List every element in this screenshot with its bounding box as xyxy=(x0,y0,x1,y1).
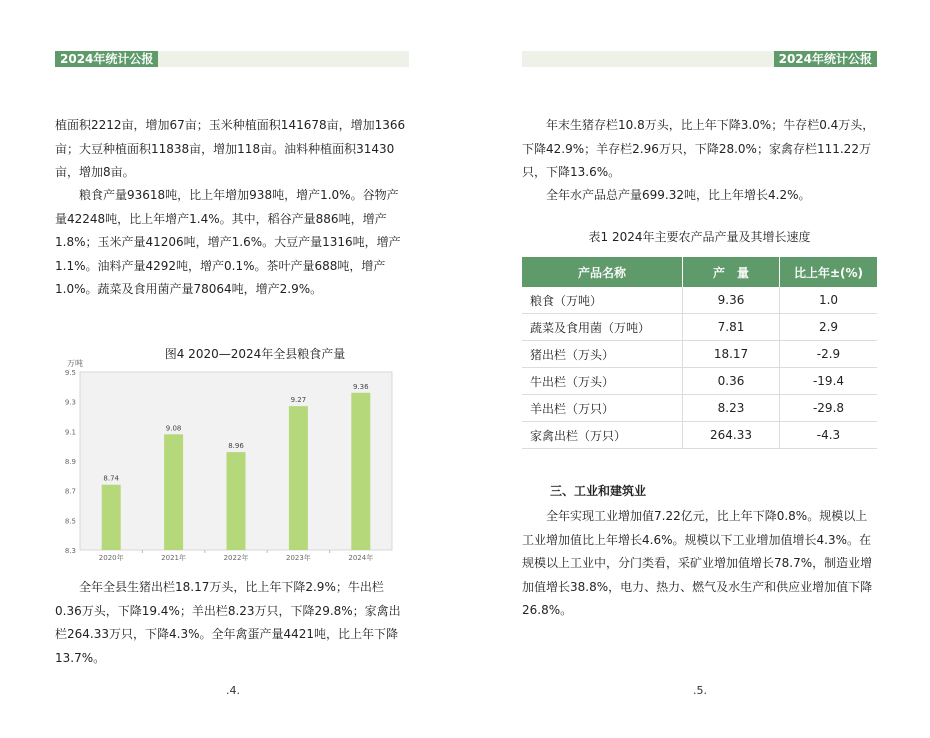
header-tag: 2024年统计公报 xyxy=(774,51,877,67)
x-tick-label: 2021年 xyxy=(161,554,187,562)
table-cell-growth: 2.9 xyxy=(780,314,878,341)
section-title-industry: 三、工业和建筑业 xyxy=(550,484,647,498)
page-number: .4. xyxy=(226,684,240,697)
table-header-row xyxy=(522,257,877,287)
x-tick-label: 2023年 xyxy=(285,554,311,562)
bar-value-label: 8.96 xyxy=(228,442,244,451)
header-tag: 2024年统计公报 xyxy=(55,51,158,67)
table-cell-product: 羊出栏（万只） xyxy=(522,395,683,422)
table-cell-growth: -29.8 xyxy=(780,395,878,422)
table-cell-output: 18.17 xyxy=(683,341,780,368)
table-cell-product: 粮食（万吨） xyxy=(522,287,683,314)
column-header-product: 产品名称 xyxy=(522,257,683,287)
paragraph-grain-output: 粮食产量93618吨，比上年增加938吨，增产1.0%。谷物产量42248吨，比上年增产1.4%。其中，稻谷产量886吨，增产1.8%；玉米产量41206吨，增产1.6%。大豆产量1316吨，增产1.1%。油料产量4292吨，增产0.1%。茶叶产量688吨，增产1.0%。蔬菜及食用菌产量78064吨，增产2.9%。 xyxy=(55,188,401,296)
table-row xyxy=(522,395,877,422)
paragraph-planting-area: 植面积2212亩，增加67亩；玉米种植面积141678亩，增加1366亩；大豆种植面积11838亩，增加118亩。油料种植面积31430亩，增加8亩。 xyxy=(55,118,406,179)
table-cell-output: 264.33 xyxy=(683,422,780,449)
column-header-output: 产 量 xyxy=(683,257,780,287)
table-cell-product: 猪出栏（万头） xyxy=(522,341,683,368)
x-tick-label: 2022年 xyxy=(223,554,249,562)
table-cell-output: 7.81 xyxy=(683,314,780,341)
bar-2021年 xyxy=(164,434,183,550)
table-cell-output: 0.36 xyxy=(683,368,780,395)
bar-2024年 xyxy=(351,393,370,550)
table-cell-output: 8.23 xyxy=(683,395,780,422)
table-row xyxy=(522,341,877,368)
table-cell-product: 家禽出栏（万只） xyxy=(522,422,683,449)
chart-title: 图4 2020—2024年全县粮食产量 xyxy=(164,347,346,361)
table-row xyxy=(522,314,877,341)
y-tick-label: 9.3 xyxy=(64,398,76,407)
chart-y-axis-unit: 万吨 xyxy=(67,359,83,368)
bar-2023年 xyxy=(289,406,308,550)
table-cell-growth: -19.4 xyxy=(780,368,878,395)
y-tick-label: 8.9 xyxy=(64,458,76,466)
paragraph-livestock: 全年全县生猪出栏18.17万头，比上年下降2.9%；牛出栏0.36万头，下降19.4%；羊出栏8.23万只，下降29.8%；家禽出栏264.33万只，下降4.3%。全年禽蛋产量4421吨，比上年下降13.7%。 xyxy=(55,580,401,665)
page-number: .5. xyxy=(693,684,707,697)
table-row xyxy=(522,368,877,395)
bar-2020年 xyxy=(102,485,121,550)
paragraph-inventory: 年末生猪存栏10.8万头，比上年下降3.0%；牛存栏0.4万头，下降42.9%；羊存栏2.96万只，下降28.0%；家禽存栏111.22万只，下降13.6%。 xyxy=(522,118,875,179)
table-row xyxy=(522,287,877,314)
y-tick-label: 8.3 xyxy=(64,547,76,555)
x-tick-label: 2024年 xyxy=(348,554,374,562)
grain-output-chart-svg xyxy=(55,342,408,562)
table-row xyxy=(522,422,877,449)
x-tick-label: 2020年 xyxy=(98,554,124,562)
bar-2022年 xyxy=(227,452,246,550)
y-tick-label: 8.7 xyxy=(64,487,76,496)
column-header-growth: 比上年±(%) xyxy=(780,257,878,287)
y-tick-label: 9.1 xyxy=(64,428,76,437)
y-tick-label: 9.5 xyxy=(64,369,76,377)
bar-value-label: 9.36 xyxy=(353,382,369,391)
paragraph-industry: 全年实现工业增加值7.22亿元，比上年下降0.8%。规模以上工业增加值比上年增长4.6%。规模以下工业增加值增长4.3%。在规模以上工业中，分门类看，采矿业增加值增长78.7%，制造业增加值增长38.8%，电力、热力、燃气及水生产和供应业增加值下降26.8%。 xyxy=(522,509,873,617)
bar-value-label: 9.27 xyxy=(290,396,307,405)
table-cell-output: 9.36 xyxy=(683,287,780,314)
bar-value-label: 8.74 xyxy=(103,474,119,483)
table-cell-growth: -4.3 xyxy=(780,422,878,449)
table-cell-growth: 1.0 xyxy=(780,287,878,314)
agri-products-table xyxy=(522,257,877,449)
table-cell-product: 牛出栏（万头） xyxy=(522,368,683,395)
paragraph-aquatic: 全年水产品总产量699.32吨，比上年增长4.2%。 xyxy=(546,188,811,202)
bar-value-label: 9.08 xyxy=(165,424,182,433)
table-cell-growth: -2.9 xyxy=(780,341,878,368)
grain-output-chart xyxy=(55,342,408,562)
table-title: 表1 2024年主要农产品产量及其增长速度 xyxy=(588,230,811,244)
table-cell-product: 蔬菜及食用菌（万吨） xyxy=(522,314,683,341)
y-tick-label: 8.5 xyxy=(64,517,76,526)
